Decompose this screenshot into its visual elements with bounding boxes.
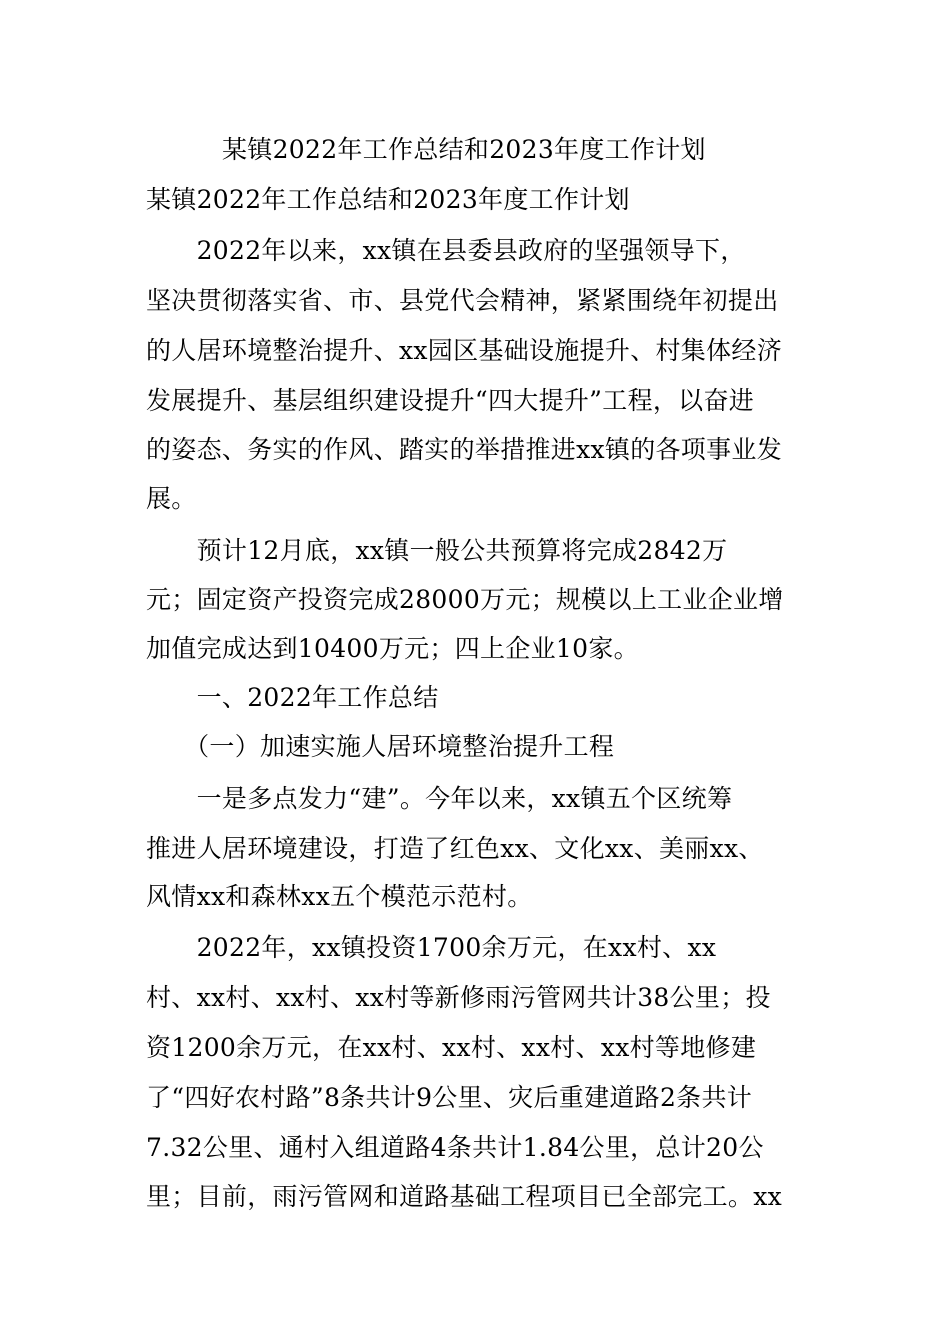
paragraph-line: 村、xx村、xx村、xx村等新修雨污管网共计38公里；投 <box>146 983 771 1012</box>
paragraph-line: 推进人居环境建设，打造了红色xx、文化xx、美丽xx、 <box>146 834 764 863</box>
paragraph-line: 元；固定资产投资完成28000万元；规模以上工业企业增 <box>146 585 784 614</box>
paragraph-line: 资1200余万元，在xx村、xx村、xx村、xx村等地修建 <box>146 1033 757 1062</box>
section-heading: 一、2022年工作总结 <box>146 683 439 712</box>
paragraph-line: 坚决贯彻落实省、市、县党代会精神，紧紧围绕年初提出 <box>146 286 779 315</box>
paragraph-line: 加值完成达到10400万元；四上企业10家。 <box>146 634 639 663</box>
paragraph-line: 2022年以来，xx镇在县委县政府的坚强领导下， <box>146 236 746 265</box>
paragraph-line: 一是多点发力“建”。今年以来，xx镇五个区统筹 <box>146 784 733 813</box>
paragraph-line: 里；目前，雨污管网和道路基础工程项目已全部完工。xx <box>146 1182 783 1211</box>
paragraph-line: 预计12月底，xx镇一般公共预算将完成2842万 <box>146 536 728 565</box>
subsection-heading: （一）加速实施人居环境整治提升工程 <box>146 732 615 761</box>
paragraph-line: 的姿态、务实的作风、踏实的举措推进xx镇的各项事业发 <box>146 435 783 464</box>
paragraph-line: 风情xx和森林xx五个模范示范村。 <box>146 882 533 911</box>
paragraph-line: 的人居环境整治提升、xx园区基础设施提升、村集体经济 <box>146 336 783 365</box>
paragraph-line: 展。 <box>146 484 197 513</box>
paragraph-line: 7.32公里、通村入组道路4条共计1.84公里，总计20公 <box>146 1133 764 1162</box>
paragraph-line: 2022年，xx镇投资1700余万元，在xx村、xx <box>146 933 717 962</box>
paragraph-line: 了“四好农村路”8条共计9公里、灾后重建道路2条共计 <box>146 1083 753 1112</box>
paragraph-line: 发展提升、基层组织建设提升“四大提升”工程，以奋进 <box>146 386 755 415</box>
document-subtitle: 某镇2022年工作总结和2023年度工作计划 <box>146 185 630 214</box>
document-title: 某镇2022年工作总结和2023年度工作计划 <box>222 135 706 164</box>
